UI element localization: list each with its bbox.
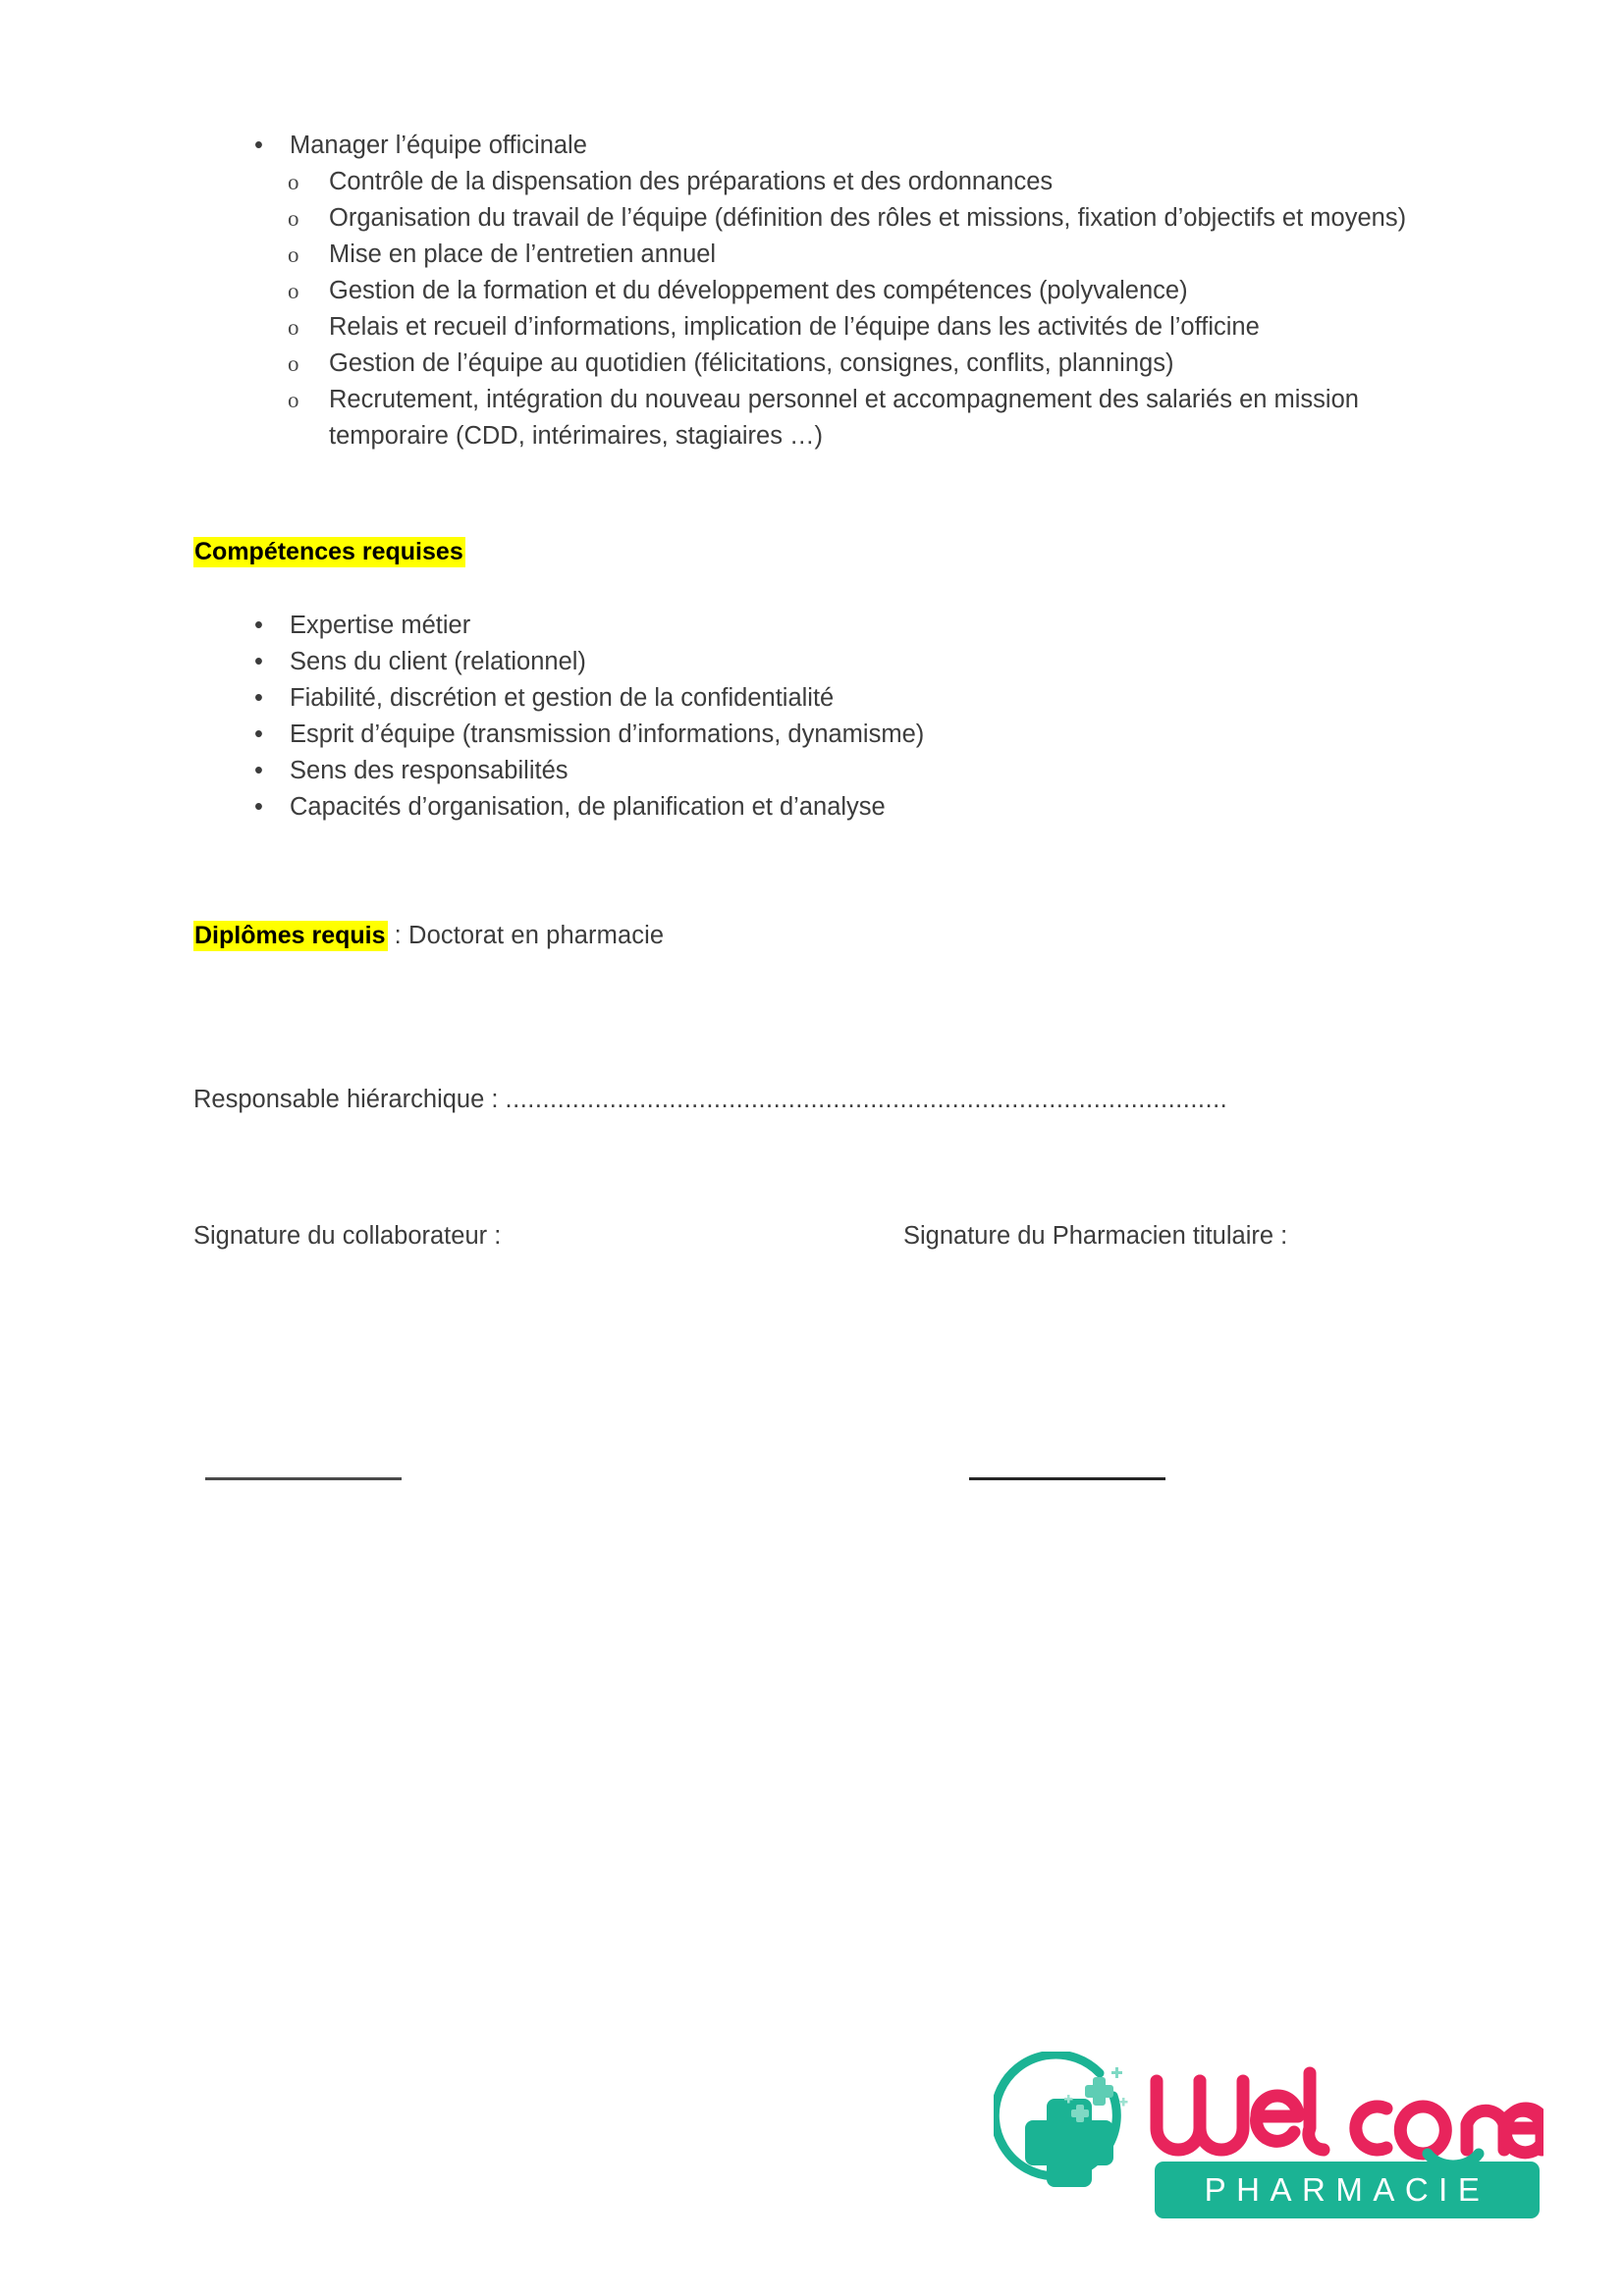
responsable-dotted-line: ................................................................................................. [505, 1086, 1228, 1113]
list-item-label: Sens du client (relationnel) [290, 648, 586, 675]
list-item-label: Capacités d’organisation, de planification et d’analyse [290, 793, 886, 821]
list-item-label: Esprit d’équipe (transmission d’informations, dynamisme) [290, 721, 925, 748]
bullet-dot-icon: • [254, 648, 263, 675]
bullet-circle-icon: o [288, 279, 299, 303]
list-item [193, 644, 1460, 680]
competences-heading [193, 535, 1460, 568]
list-item [193, 789, 1460, 826]
welcome-wordmark [1157, 2073, 1543, 2154]
spacer-before-signatures-2 [193, 1191, 1460, 1218]
spacer-before-competences [193, 568, 1460, 608]
diplomes-value: : Doctorat en pharmacie [387, 922, 665, 949]
bullet-dot-icon: • [254, 757, 263, 784]
list-item [193, 164, 1460, 200]
list-item-label: Recrutement, intégration du nouveau personnel et accompagnement des salariés en mission temporaire (CDD, intérimaires, stagiaires …) [329, 386, 1359, 450]
spacer-after-diplomes-2 [193, 1027, 1460, 1082]
list-item-label: Expertise métier [290, 612, 471, 639]
list-item-label: Contrôle de la dispensation des préparations et des ordonnances [329, 168, 1054, 195]
bullet-circle-icon: o [288, 351, 299, 376]
bullet-dot-icon: • [254, 612, 263, 639]
list-item [193, 237, 1460, 273]
list-item [193, 309, 1460, 346]
list-item-label: Gestion de la formation et du développement des compétences (polyvalence) [329, 277, 1188, 304]
diplomes-line [193, 918, 1460, 954]
bullet-dot-icon: • [254, 684, 263, 712]
pharmacy-cross-circle-icon [995, 2055, 1127, 2187]
list-item-label: Manager l’équipe officinale [290, 132, 587, 159]
signature-line-pharmacien [969, 1477, 1165, 1480]
spacer-after-competences [193, 826, 1460, 898]
list-item-label: Mise en place de l’entretien annuel [329, 240, 717, 268]
top-spacer-2 [193, 73, 1460, 128]
spacer-after-manage [193, 454, 1460, 527]
list-item [193, 717, 1460, 753]
signature-line-collaborateur [205, 1477, 402, 1480]
document-content [193, 0, 1460, 1507]
spacer-signature-2 [193, 1330, 1460, 1403]
bullet-dot-icon: • [254, 132, 263, 159]
bullet-dot-icon: • [254, 721, 263, 748]
list-item [193, 753, 1460, 789]
list-item [193, 680, 1460, 717]
spacer-after-manage-2 [193, 527, 1460, 535]
signature-collaborateur-label: Signature du collaborateur : [193, 1222, 502, 1250]
responsable-label: Responsable hiérarchique : [193, 1086, 499, 1113]
competences-heading-text: Compétences requises [194, 538, 463, 565]
list-item-label: Sens des responsabilités [290, 757, 568, 784]
spacer-before-signatures [193, 1118, 1460, 1191]
spacer-after-diplomes [193, 954, 1460, 1027]
signature-lines-row [193, 1477, 1460, 1507]
list-item-label: Organisation du travail de l’équipe (définition des rôles et missions, fixation d’objectifs et moyens) [329, 204, 1407, 232]
signature-pharmacien-label: Signature du Pharmacien titulaire : [903, 1222, 1288, 1250]
bullet-circle-icon: o [288, 170, 299, 194]
responsable-row [193, 1082, 1460, 1118]
spacer-signature-4 [193, 1458, 1460, 1477]
spacer-signature-1 [193, 1257, 1460, 1330]
list-item [193, 200, 1460, 237]
list-item [193, 382, 1460, 454]
bullet-circle-icon: o [288, 242, 299, 267]
list-item-label: Fiabilité, discrétion et gestion de la confidentialité [290, 684, 835, 712]
competences-list [193, 608, 1460, 826]
list-item [193, 128, 1460, 164]
spacer-signature-3 [193, 1403, 1460, 1458]
list-item [193, 273, 1460, 309]
diplomes-heading-text: Diplômes requis [194, 922, 386, 949]
list-item [193, 608, 1460, 644]
list-item [193, 346, 1460, 382]
list-item-label: Relais et recueil d’informations, implication de l’équipe dans les activités de l’officine [329, 313, 1260, 341]
manage-sublist [193, 164, 1460, 454]
pharmacie-label: PHARMACIE [1204, 2171, 1490, 2208]
top-spacer [193, 0, 1460, 73]
welcome-pharmacie-logo [994, 2052, 1543, 2233]
list-item-label: Gestion de l’équipe au quotidien (félicitations, consignes, conflits, plannings) [329, 349, 1174, 377]
bullet-dot-icon: • [254, 793, 263, 821]
bullet-circle-icon: o [288, 206, 299, 231]
bullet-circle-icon: o [288, 388, 299, 412]
manage-list [193, 128, 1460, 164]
signature-labels-row [193, 1218, 1460, 1257]
bullet-circle-icon: o [288, 315, 299, 340]
spacer-after-competences-2 [193, 898, 1460, 918]
